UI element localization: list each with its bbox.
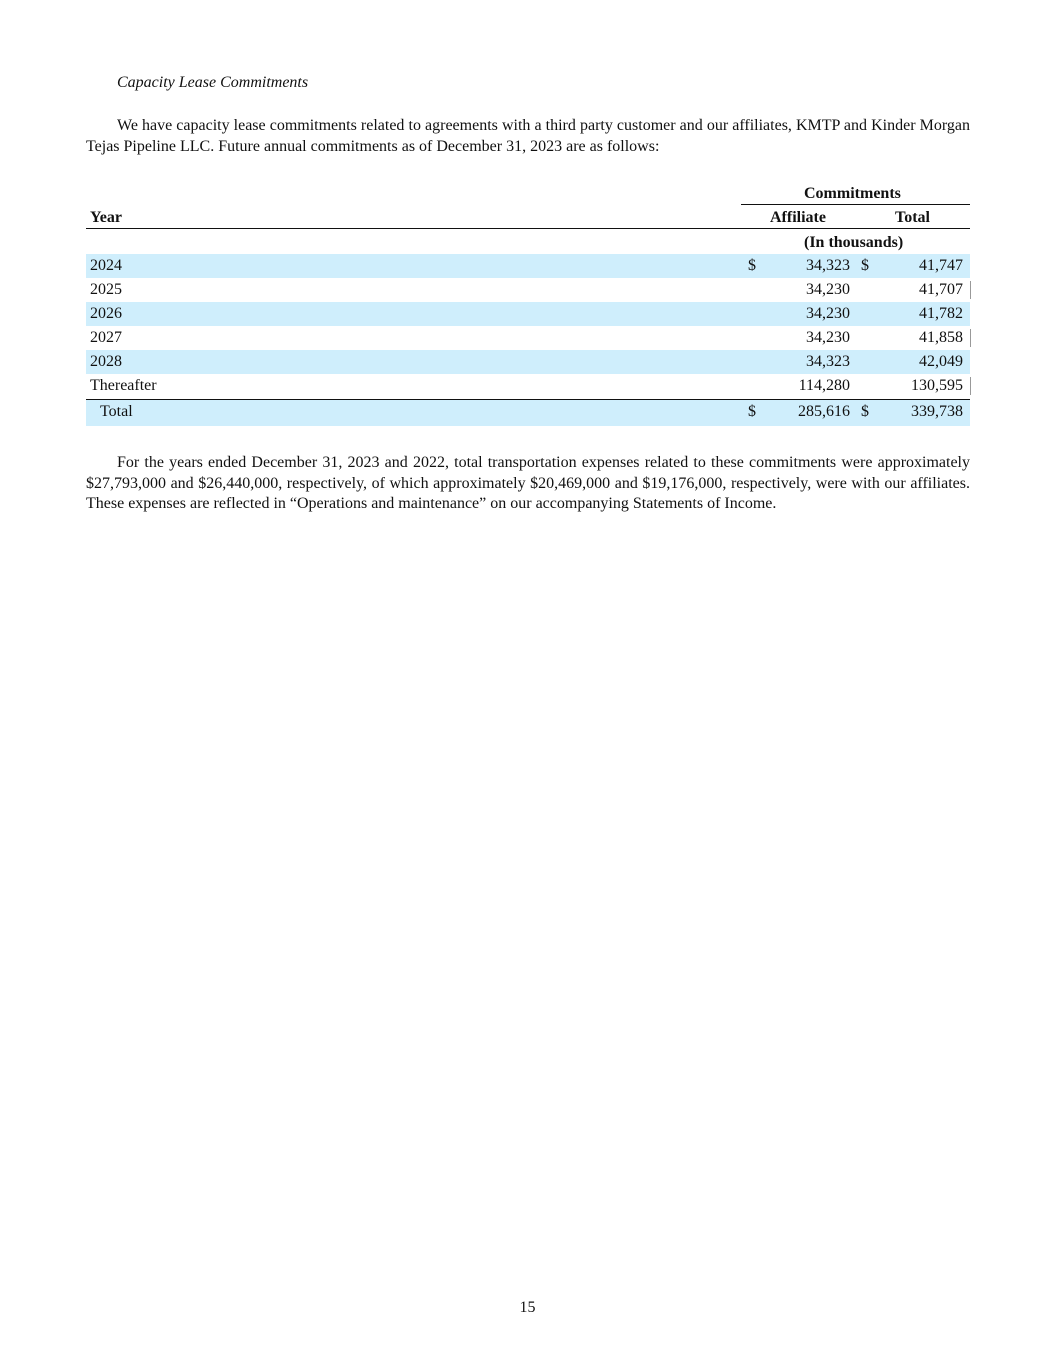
total-cell: 41,782 [919,305,963,322]
page-number: 15 [519,1299,536,1316]
affiliate-cell: 34,230 [806,305,850,322]
dollar-sign: $ [748,257,756,274]
total-cell: 41,747 [919,257,963,274]
affiliate-cell: 34,323 [806,257,850,274]
year-cell: 2026 [90,305,122,322]
cell-edge-mark [970,377,971,395]
cell-edge-mark [970,281,971,299]
dollar-sign: $ [861,403,869,420]
total-cell: 41,707 [919,281,963,298]
total-cell: 130,595 [911,377,963,394]
year-cell: 2024 [90,257,122,274]
affiliate-total-cell: 285,616 [798,403,850,420]
commitments-group-header: Commitments [804,185,901,202]
units-label: (In thousands) [804,234,904,251]
intro-paragraph: We have capacity lease commitments related to agreements with a third party customer and our affiliates, KMTP and Kinder Morgan Tejas Pipeline LLC. Future annual commitments as of December 31, 2023 are as follows: [86,117,970,155]
closing-paragraph: For the years ended December 31, 2023 and 2022, total transportation expenses related to these commitments were approximately $27,793,000 and $26,440,000, respectively, of which approximately $20,469,000 and $19,176,000, respectively, were with our affiliates. These expenses are reflected in “Operations and maintenance” on our accompanying Statements of Income. [86,454,970,512]
total-label: Total [100,403,133,420]
year-cell: Thereafter [90,377,157,394]
table-row [86,350,970,374]
table-row [86,374,970,398]
year-column-header: Year [90,209,122,226]
year-cell: 2025 [90,281,122,298]
table-row [86,326,970,350]
year-cell: 2027 [90,329,122,346]
header-rule-left [86,228,970,229]
group-header-rule [741,204,970,205]
section-heading: Capacity Lease Commitments [117,74,309,91]
total-column-header: Total [895,209,930,226]
dollar-sign: $ [748,403,756,420]
affiliate-cell: 114,280 [798,377,850,394]
cell-edge-mark [970,329,971,347]
affiliate-cell: 34,230 [806,281,850,298]
affiliate-cell: 34,323 [806,353,850,370]
total-row [86,400,970,426]
dollar-sign: $ [861,257,869,274]
table-row [86,278,970,302]
total-cell: 42,049 [919,353,963,370]
table-row [86,254,970,278]
affiliate-cell: 34,230 [806,329,850,346]
grand-total-cell: 339,738 [911,403,963,420]
affiliate-column-header: Affiliate [770,209,826,226]
year-cell: 2028 [90,353,122,370]
table-row [86,302,970,326]
total-cell: 41,858 [919,329,963,346]
